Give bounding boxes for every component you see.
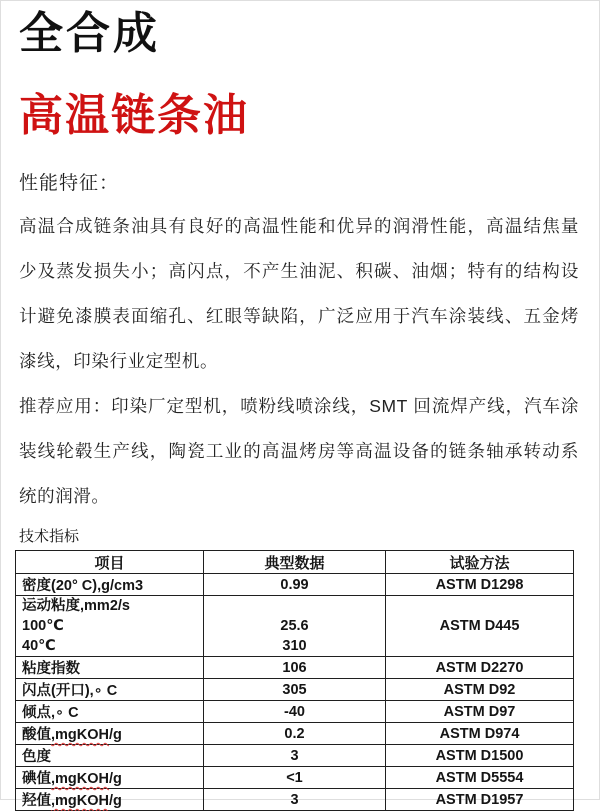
spec-method-cell: ASTM D1957: [386, 789, 574, 811]
spec-table: [15, 550, 574, 811]
spec-value-cell: 0.2: [204, 723, 386, 745]
spec-value-cell: 0.99: [204, 574, 386, 596]
viscosity-value-40c: 310: [282, 638, 307, 654]
spec-value-cell: 3: [204, 789, 386, 811]
spec-row-acid-value: [16, 723, 574, 745]
label-text: /g: [109, 727, 122, 743]
spec-name-cell: 色度: [16, 745, 204, 767]
spec-row-viscosity-index: [16, 657, 574, 679]
applications-paragraph: 推荐应用：印染厂定型机，喷粉线喷涂线，SMT 回流焊产线，汽车涂装线轮毂生产线，陶瓷工业的高温烤房等高温设备的链条轴承转动系统的润滑。: [19, 396, 579, 506]
label-text: 酸值: [22, 727, 51, 743]
spec-row-color: [16, 745, 574, 767]
spec-value-cell: [204, 596, 386, 657]
spec-value-cell: 3: [204, 745, 386, 767]
viscosity-label-100c: 100℃: [22, 618, 64, 634]
spec-method-cell: ASTM D92: [386, 679, 574, 701]
spec-method-cell: ASTM D2270: [386, 657, 574, 679]
spec-name-cell: [16, 767, 204, 789]
product-title-line2: 高温链条油: [19, 91, 249, 140]
spec-row-iodine-value: [16, 767, 574, 789]
features-paragraph: 高温合成链条油具有良好的高温性能和优异的润滑性能，高温结焦量少及蒸发损失小；高闪点，不产生油泥、积碳、油烟；特有的结构设计避免漆膜表面缩孔、红眼等缺陷，广泛应用于汽车涂装线、五金烤漆线，印染行业定型机。: [19, 216, 579, 371]
spec-name-cell: [16, 789, 204, 811]
spec-method-cell: ASTM D97: [386, 701, 574, 723]
spec-name-cell: 密度(20° C),g/cm3: [16, 574, 204, 596]
table-caption: 技术指标: [19, 528, 80, 545]
spec-name-cell: [16, 723, 204, 745]
viscosity-value-blank: [210, 596, 379, 616]
spellcheck-squiggle-text: ,mgKOH: [51, 793, 109, 809]
spec-row-hydroxyl-value: [16, 789, 574, 811]
spec-row-density: [16, 574, 574, 596]
spec-method-cell: ASTM D1500: [386, 745, 574, 767]
label-text: /g: [109, 793, 122, 809]
product-title-line1: 全合成: [19, 9, 160, 58]
spec-name-cell: 倾点,∘ C: [16, 701, 204, 723]
spec-method-cell: ASTM D1298: [386, 574, 574, 596]
label-text: /g: [109, 771, 122, 787]
header-test-method: 试验方法: [386, 551, 574, 574]
spec-method-cell: ASTM D974: [386, 723, 574, 745]
spec-name-cell: 粘度指数: [16, 657, 204, 679]
spec-value-cell: 305: [204, 679, 386, 701]
spec-value-cell: <1: [204, 767, 386, 789]
viscosity-label-40c: 40℃: [22, 638, 56, 654]
spec-row-viscosity: [16, 596, 574, 657]
header-typical-data: 典型数据: [204, 551, 386, 574]
spec-name-cell: [16, 596, 204, 657]
header-item: 项目: [16, 551, 204, 574]
spec-header-row: [16, 551, 574, 574]
label-text: 羟值: [22, 793, 51, 809]
spec-method-cell: ASTM D5554: [386, 767, 574, 789]
spec-row-flash-point: [16, 679, 574, 701]
spec-value-cell: 106: [204, 657, 386, 679]
spec-name-cell: 闪点(开口),∘ C: [16, 679, 204, 701]
spec-value-cell: -40: [204, 701, 386, 723]
viscosity-value-100c: 25.6: [280, 618, 309, 634]
spellcheck-squiggle-text: ,mgKOH: [51, 771, 109, 787]
features-heading: 性能特征：: [19, 173, 120, 194]
label-text: 碘值: [22, 771, 51, 787]
spec-method-cell: ASTM D445: [386, 596, 574, 657]
spellcheck-squiggle-text: ,mgKOH: [51, 727, 109, 743]
spec-row-pour-point: [16, 701, 574, 723]
viscosity-label-line: 运动粘度,mm2/s: [22, 598, 130, 614]
